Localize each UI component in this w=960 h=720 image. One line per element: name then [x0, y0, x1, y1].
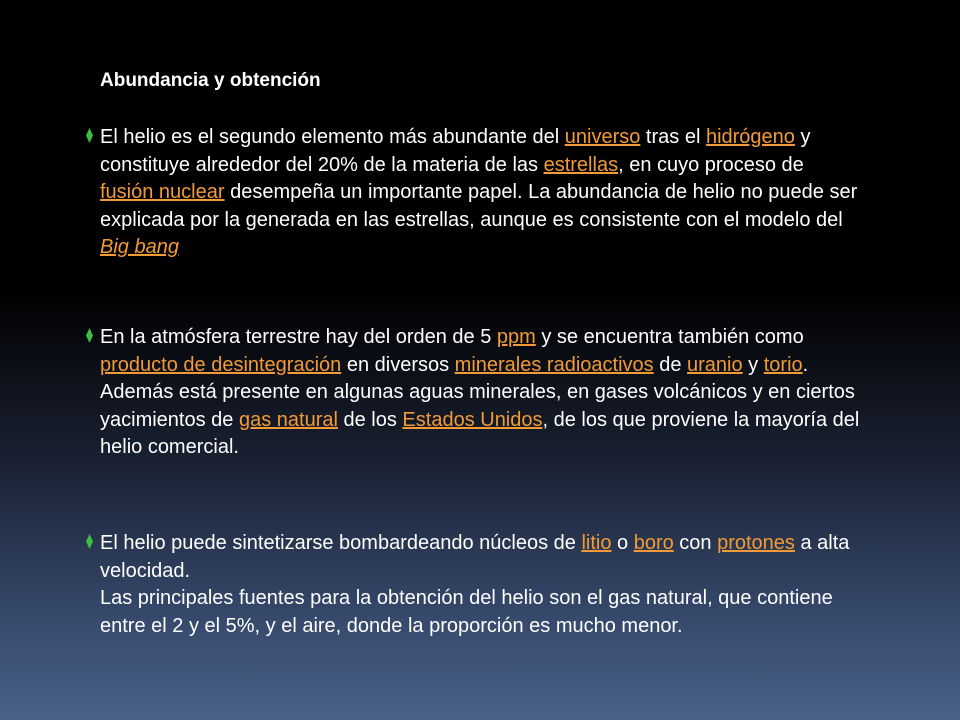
link-estrellas[interactable]: estrellas	[543, 153, 619, 176]
link-ppm[interactable]: ppm	[496, 326, 536, 348]
link-hidrogeno[interactable]: hidrógeno	[705, 126, 795, 148]
text-span: , en cuyo proceso de	[618, 153, 804, 176]
link-boro[interactable]: boro	[633, 532, 674, 554]
text-span: en diversos	[341, 353, 455, 376]
green-diamond-bullet-icon	[86, 534, 93, 549]
link-uranio[interactable]: uranio	[687, 353, 743, 376]
link-estados-unidos[interactable]: Estados Unidos	[402, 408, 543, 431]
link-big-bang[interactable]: Big bang	[100, 236, 179, 258]
link-fusion-nuclear[interactable]: fusión nuclear	[100, 181, 225, 203]
text-span: y constituye alrededor del 20% de la materia de las	[100, 126, 811, 176]
text-span: En la atmósfera terrestre hay del orden de 5	[100, 326, 497, 348]
text-span-sources: Las principales fuentes para la obtención del helio son el gas natural, que contiene entre el 2 y el 5%, y el aire, donde la proporción es mucho menor.	[100, 587, 833, 637]
text-span: a alta velocidad.	[100, 532, 850, 582]
link-litio[interactable]: litio	[581, 532, 612, 554]
text-span: o	[611, 532, 634, 554]
link-protones[interactable]: protones	[717, 532, 795, 554]
paragraph-synthesis	[100, 530, 860, 640]
text-span: de	[653, 353, 688, 376]
text-span: , de los que proviene la mayoría del helio comercial.	[100, 408, 860, 458]
text-span: y se encuentra también como	[535, 326, 804, 348]
text-span: El helio es el segundo elemento más abundante del	[100, 126, 565, 148]
green-diamond-bullet-icon	[86, 328, 93, 343]
text-span: con	[673, 532, 718, 554]
slide-title: Abundancia y obtención	[100, 70, 321, 91]
text-span: tras el	[640, 126, 706, 148]
link-gas-natural[interactable]: gas natural	[238, 408, 338, 431]
link-universo[interactable]: universo	[564, 126, 641, 148]
text-span: . Además está presente en algunas aguas minerales, en gases volcánicos y en ciertos yacimientos de	[100, 353, 855, 431]
text-span: desempeña un importante papel. La abundancia de helio no puede ser explicada por la generada en las estrellas, aunque es consistente con el modelo del	[100, 181, 858, 231]
paragraph-universe-abundance	[100, 124, 860, 262]
green-diamond-bullet-icon	[86, 128, 93, 143]
text-span: El helio puede sintetizarse bombardeando núcleos de	[100, 532, 582, 554]
link-producto-desintegracion[interactable]: producto de desintegración	[100, 353, 342, 376]
link-torio[interactable]: torio	[763, 353, 803, 376]
text-span: y	[742, 353, 764, 376]
text-span: de los	[337, 408, 403, 431]
link-minerales-radioactivos[interactable]: minerales radioactivos	[454, 353, 654, 376]
paragraph-atmosphere	[100, 324, 860, 462]
